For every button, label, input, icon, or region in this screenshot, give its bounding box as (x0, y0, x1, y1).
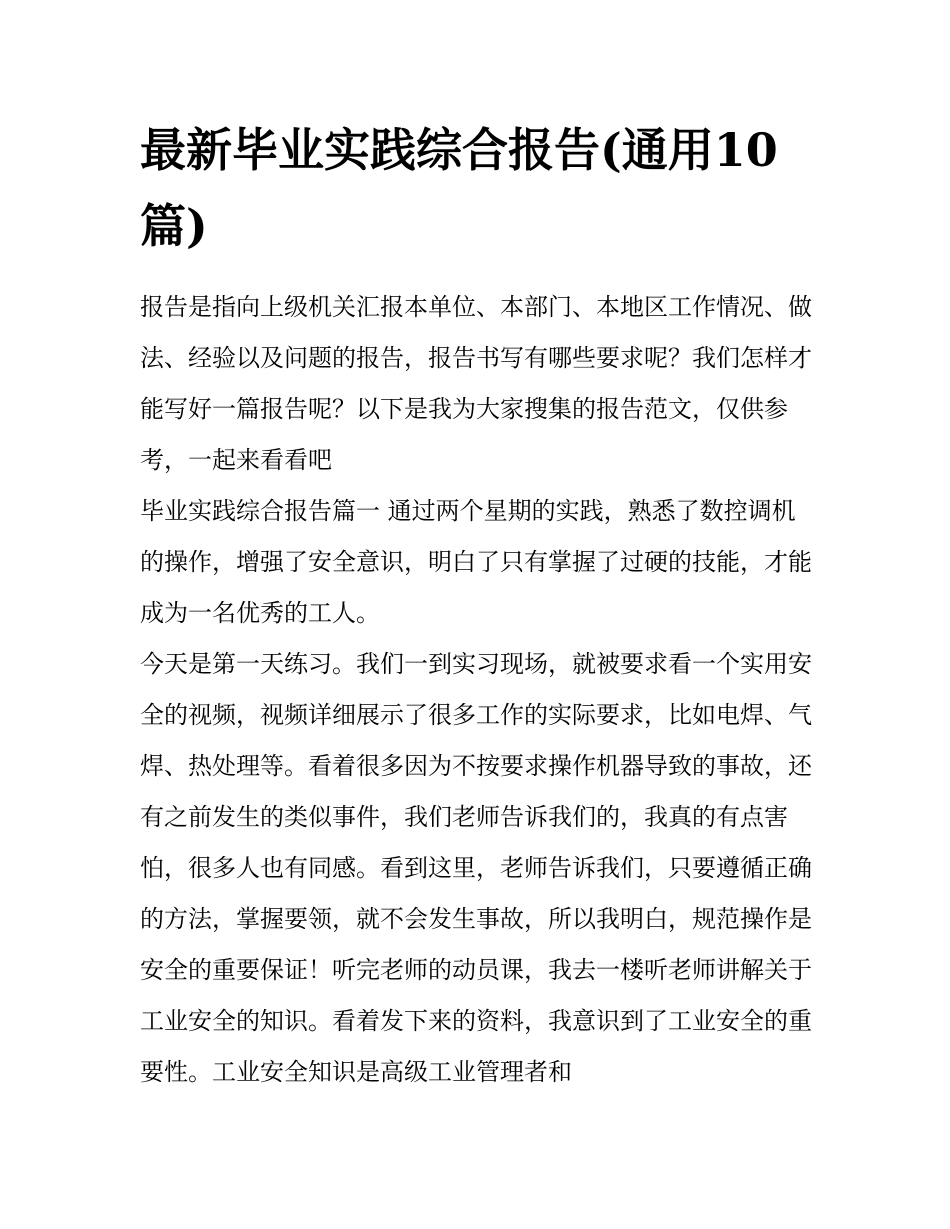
paragraph-section-one: 毕业实践综合报告篇一 通过两个星期的实践，熟悉了数控调机的操作，增强了安全意识，明白了只有掌握了过硬的技能，才能成为一名优秀的工人。 (140, 497, 812, 627)
document-title: 最新毕业实践综合报告(通用10篇) (140, 123, 778, 253)
paragraph-intro: 报告是指向上级机关汇报本单位、本部门、本地区工作情况、做法、经验以及问题的报告，报告书写有哪些要求呢？我们怎样才能写好一篇报告呢？以下是我为大家搜集的报告范文，仅供参考，一起来看看吧 (140, 293, 812, 474)
paragraph-first-day: 今天是第一天练习。我们一到实习现场，就被要求看一个实用安全的视频，视频详细展示了很多工作的实际要求，比如电焊、气焊、热处理等。看着很多因为不按要求操作机器导致的事故，还有之前发生的类似事件，我们老师告诉我们的，我真的有点害怕，很多人也有同感。看到这里，老师告诉我们，只要遵循正确的方法，掌握要领，就不会发生事故，所以我明白，规范操作是安全的重要保证！听完老师的动员课，我去一楼听老师讲解关于工业安全的知识。看着发下来的资料，我意识到了工业安全的重要性。工业安全知识是高级工业管理者和 (140, 650, 812, 1086)
document-body (140, 112, 812, 1098)
